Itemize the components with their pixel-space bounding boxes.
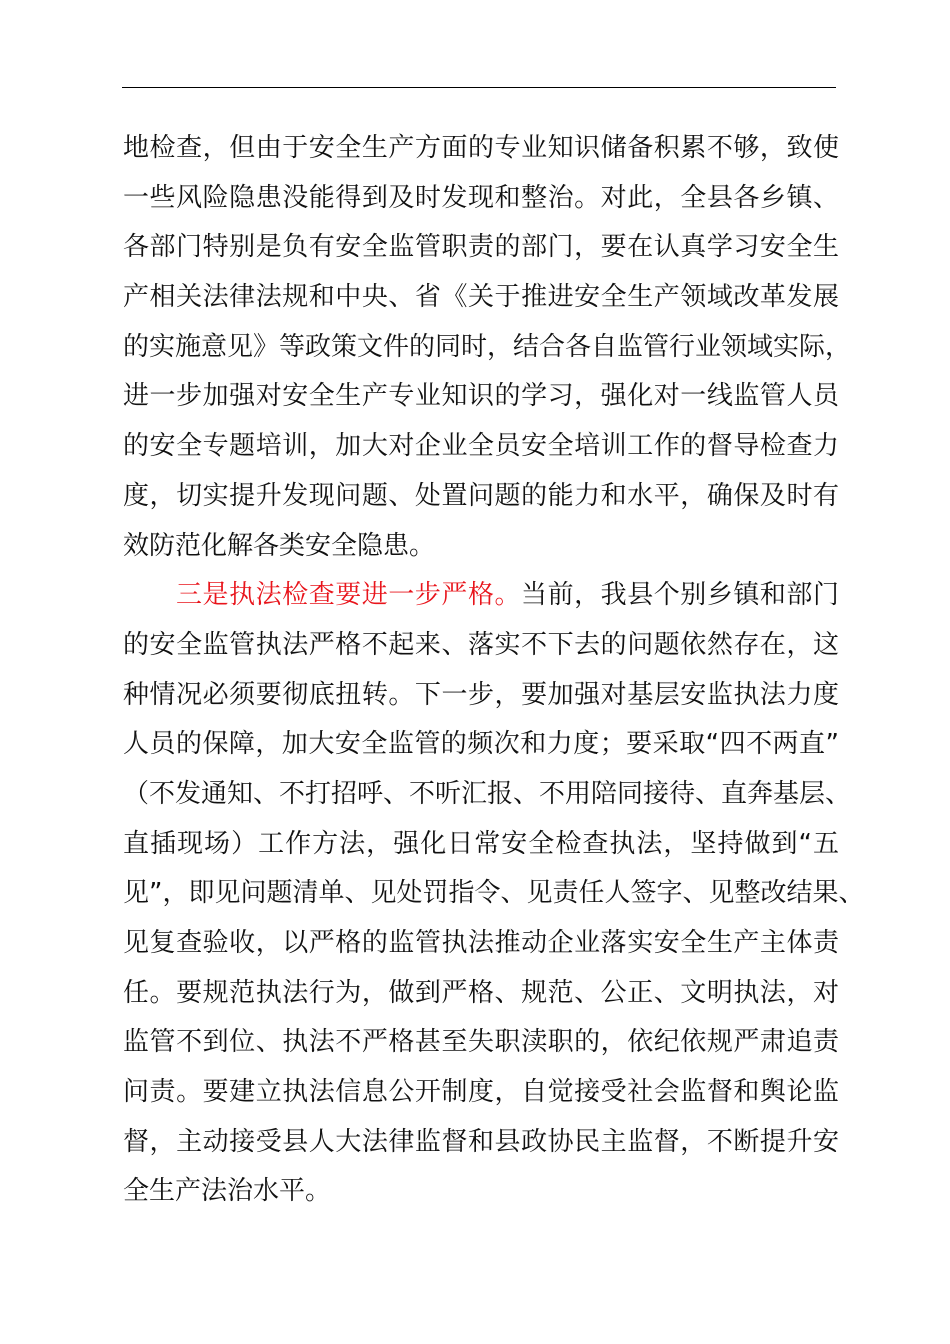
- paragraph-line: 任。要规范执法行为，做到严格、规范、公正、文明执法，对: [123, 977, 839, 1008]
- paragraph-2: [123, 571, 865, 1217]
- paragraph-line: 全生产法治水平。: [123, 1176, 332, 1207]
- paragraph-line: 监管不到位、执法不严格甚至失职渎职的，依纪依规严肃追责: [123, 1027, 839, 1058]
- section-heading: 三是执法检查要进一步严格。: [176, 580, 522, 611]
- paragraph-line: 问责。要建立执法信息公开制度，自觉接受社会监督和舆论监: [123, 1077, 839, 1108]
- paragraph-line: 一些风险隐患没能得到及时发现和整治。对此，全县各乡镇、: [123, 182, 839, 213]
- paragraph-line: 度，切实提升发现问题、处置问题的能力和水平，确保及时有: [123, 480, 839, 511]
- paragraph-line: 效防范化解各类安全隐患。: [123, 530, 436, 561]
- paragraph-line: 种情况必须要彻底扭转。下一步，要加强对基层安监执法力度: [123, 679, 839, 710]
- paragraph-first-line: [123, 571, 839, 621]
- paragraph-line: 产相关法律法规和中央、省《关于推进安全生产领域改革发展: [123, 282, 839, 313]
- paragraph-line: 的实施意见》等政策文件的同时，结合各自监管行业领域实际，: [123, 331, 852, 362]
- header-rule: [122, 87, 836, 88]
- paragraph-line: 各部门特别是负有安全监管职责的部门，要在认真学习安全生: [123, 232, 839, 263]
- document-body: [123, 124, 865, 1217]
- paragraph-text: 当前，我县个别乡镇和部门: [521, 580, 839, 611]
- paragraph-line: 的安全专题培训，加大对企业全员安全培训工作的督导检查力: [123, 431, 839, 462]
- paragraph-line: 的安全监管执法严格不起来、落实不下去的问题依然存在，这: [123, 629, 839, 660]
- paragraph-line: 地检查，但由于安全生产方面的专业知识储备积累不够，致使: [123, 133, 839, 163]
- paragraph-line: 见复查验收，以严格的监管执法推动企业落实安全生产主体责: [123, 928, 839, 958]
- paragraph-line: 直插现场）工作方法，强化日常安全检查执法，坚持做到“五: [123, 828, 839, 859]
- paragraph-line: 见”，即见问题清单、见处罚指令、见责任人签字、见整改结果、: [123, 878, 865, 909]
- paragraph-line: 人员的保障，加大安全监管的频次和力度；要采取“四不两直”: [123, 729, 839, 760]
- paragraph-line: 督，主动接受县人大法律监督和县政协民主监督，不断提升安: [123, 1126, 839, 1157]
- paragraph-line: 进一步加强对安全生产专业知识的学习，强化对一线监管人员: [123, 381, 839, 412]
- paragraph-line: （不发通知、不打招呼、不听汇报、不用陪同接待、直奔基层、: [123, 778, 852, 809]
- paragraph-1: [123, 124, 852, 571]
